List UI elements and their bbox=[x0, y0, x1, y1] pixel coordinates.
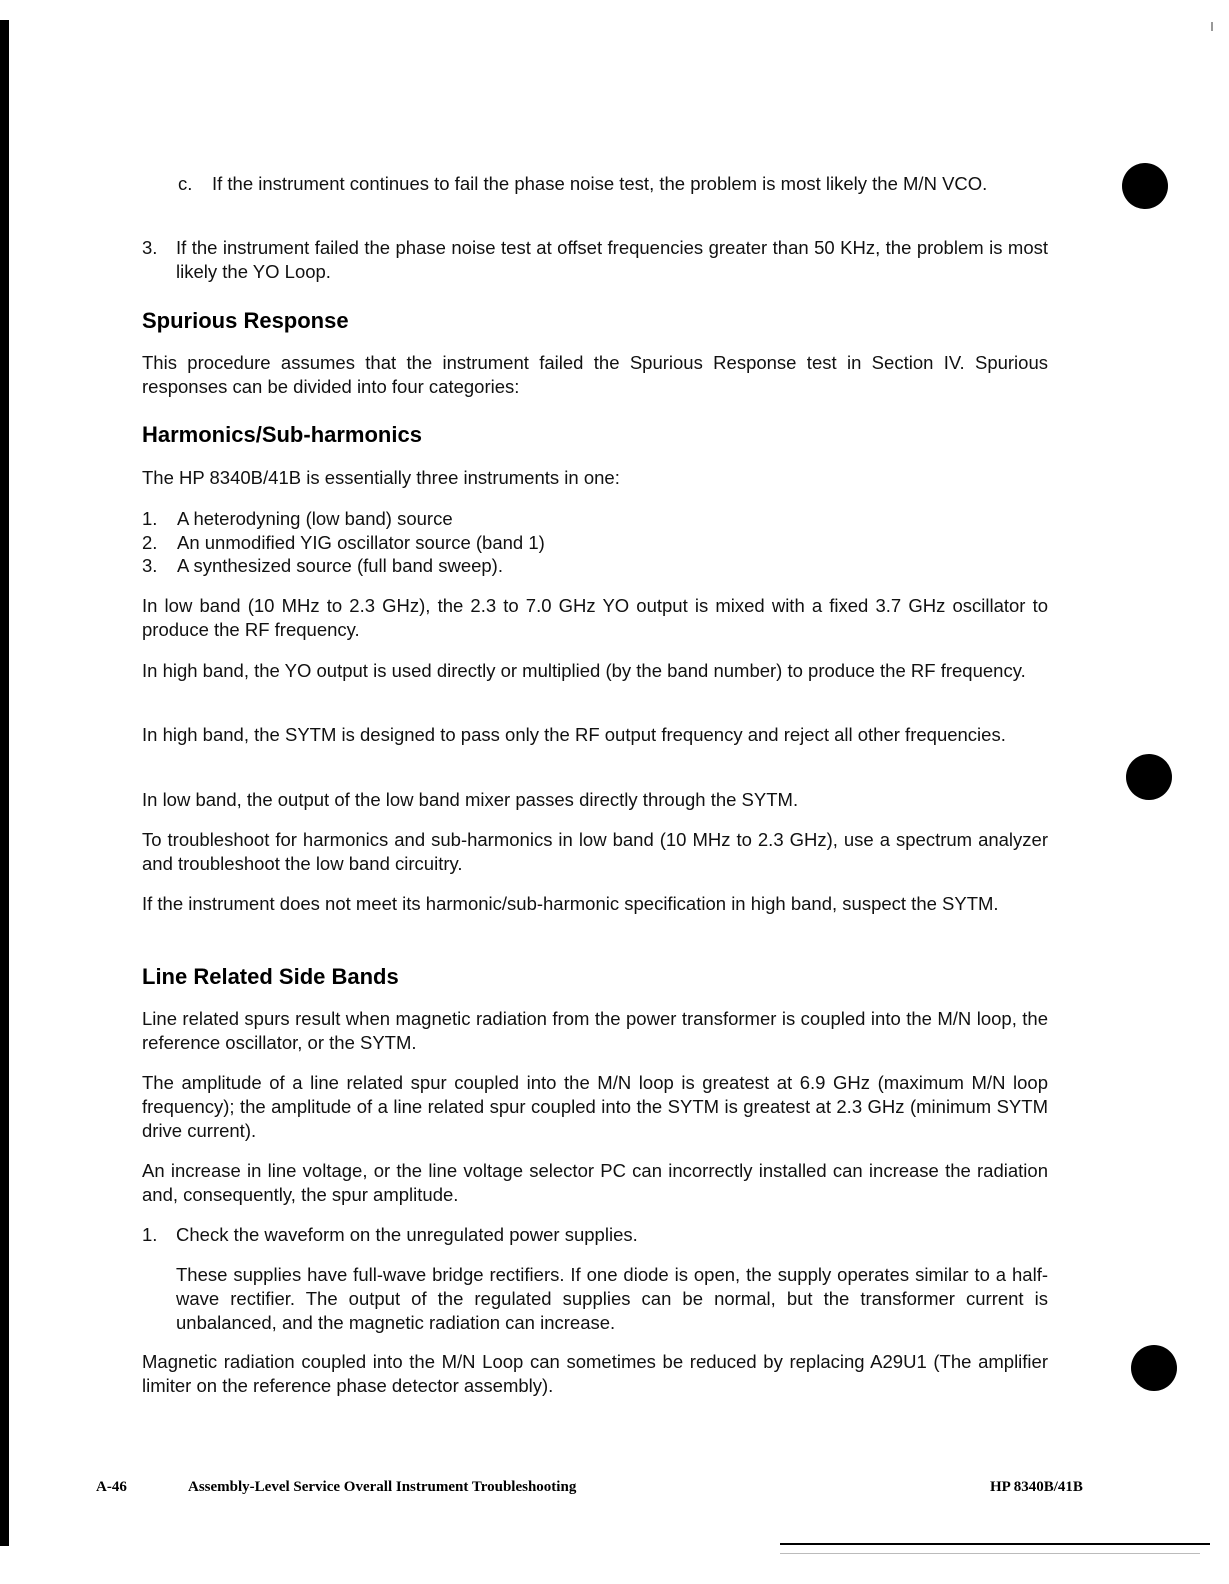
suspect-sytm-paragraph: If the instrument does not meet its harmonic/sub-harmonic specification in high band, suspect the SYTM. bbox=[142, 893, 999, 914]
list-item bbox=[142, 554, 1042, 578]
footer-title: Assembly-Level Service Overall Instrument Troubleshooting bbox=[188, 1479, 577, 1495]
low-band-mixer-paragraph: In low band, the output of the low band mixer passes directly through the SYTM. bbox=[142, 789, 799, 810]
punch-hole-bottom bbox=[1131, 1345, 1177, 1391]
binding-edge bbox=[0, 20, 9, 1546]
bottom-rule bbox=[780, 1543, 1210, 1545]
list-text: A synthesized source (full band sweep). bbox=[177, 555, 503, 576]
sytm-paragraph: In high band, the SYTM is designed to pass only the RF output frequency and reject all other frequencies. bbox=[142, 724, 1006, 745]
step-c-text: If the instrument continues to fail the phase noise test, the problem is most likely the M/N VCO. bbox=[212, 173, 988, 194]
step-1-text: Check the waveform on the unregulated power supplies. bbox=[176, 1224, 638, 1245]
step-1-detail: These supplies have full-wave bridge rectifiers. If one diode is open, the supply operates similar to a half-wave rectifier. The output of the regulated supplies can be normal, but the transformer current is unbalanced, and the magnetic radiation can increase. bbox=[176, 1264, 1048, 1333]
footer-model: HP 8340B/41B bbox=[990, 1479, 1083, 1495]
list-number: 2. bbox=[142, 531, 158, 553]
heading-line-related: Line Related Side Bands bbox=[142, 964, 399, 989]
list-number: 1. bbox=[142, 508, 158, 529]
punch-hole-top bbox=[1122, 163, 1168, 209]
scan-speck bbox=[1211, 22, 1213, 31]
heading-spurious-response: Spurious Response bbox=[142, 308, 349, 333]
harmonics-intro: The HP 8340B/41B is essentially three instruments in one: bbox=[142, 467, 620, 488]
troubleshoot-paragraph: To troubleshoot for harmonics and sub-harmonics in low band (10 MHz to 2.3 GHz), use a spectrum analyzer and troubleshoot the low band circuitry. bbox=[142, 829, 1048, 874]
line-spurs-paragraph: Line related spurs result when magnetic radiation from the power transformer is coupled into the M/N loop, the reference oscillator, or the SYTM. bbox=[142, 1008, 1048, 1053]
spurious-intro: This procedure assumes that the instrument failed the Spurious Response test in Section IV. Spurious responses can be divided into four categories: bbox=[142, 352, 1048, 397]
amplitude-paragraph: The amplitude of a line related spur coupled into the M/N loop is greatest at 6.9 GHz (maximum M/N loop frequency); the amplitude of a line related spur coupled into the SYTM is greatest at 2.3 GHz (minimum SYTM drive current). bbox=[142, 1072, 1048, 1141]
step-c-marker: c. bbox=[178, 173, 193, 194]
high-band-paragraph: In high band, the YO output is used directly or multiplied (by the band number) to produce the RF frequency. bbox=[142, 660, 1026, 681]
instrument-types-list bbox=[142, 507, 1042, 578]
punch-hole-middle bbox=[1126, 754, 1172, 800]
step-1-marker: 1. bbox=[142, 1224, 158, 1245]
step-3-marker: 3. bbox=[142, 237, 158, 258]
list-number: 3. bbox=[142, 555, 158, 576]
step-3 bbox=[142, 236, 1048, 284]
list-text: An unmodified YIG oscillator source (band 1) bbox=[177, 531, 545, 553]
step-1 bbox=[142, 1223, 1048, 1247]
list-item bbox=[142, 531, 1042, 555]
line-voltage-paragraph: An increase in line voltage, or the line voltage selector PC can incorrectly installed can increase the radiation and, consequently, the spur amplitude. bbox=[142, 1160, 1048, 1205]
step-3-text: If the instrument failed the phase noise test at offset frequencies greater than 50 KHz, the problem is most likely the YO Loop. bbox=[176, 237, 1048, 282]
bottom-rule-faint bbox=[780, 1553, 1200, 1554]
list-text: A heterodyning (low band) source bbox=[177, 508, 453, 529]
heading-harmonics: Harmonics/Sub-harmonics bbox=[142, 422, 422, 447]
step-c bbox=[178, 172, 1048, 196]
low-band-paragraph: In low band (10 MHz to 2.3 GHz), the 2.3 to 7.0 GHz YO output is mixed with a fixed 3.7 GHz oscillator to produce the RF frequency. bbox=[142, 595, 1048, 640]
closing-paragraph: Magnetic radiation coupled into the M/N Loop can sometimes be reduced by replacing A29U1 (The amplifier limiter on the reference phase detector assembly). bbox=[142, 1351, 1048, 1396]
page-number: A-46 bbox=[96, 1479, 127, 1495]
list-item bbox=[142, 507, 1042, 531]
